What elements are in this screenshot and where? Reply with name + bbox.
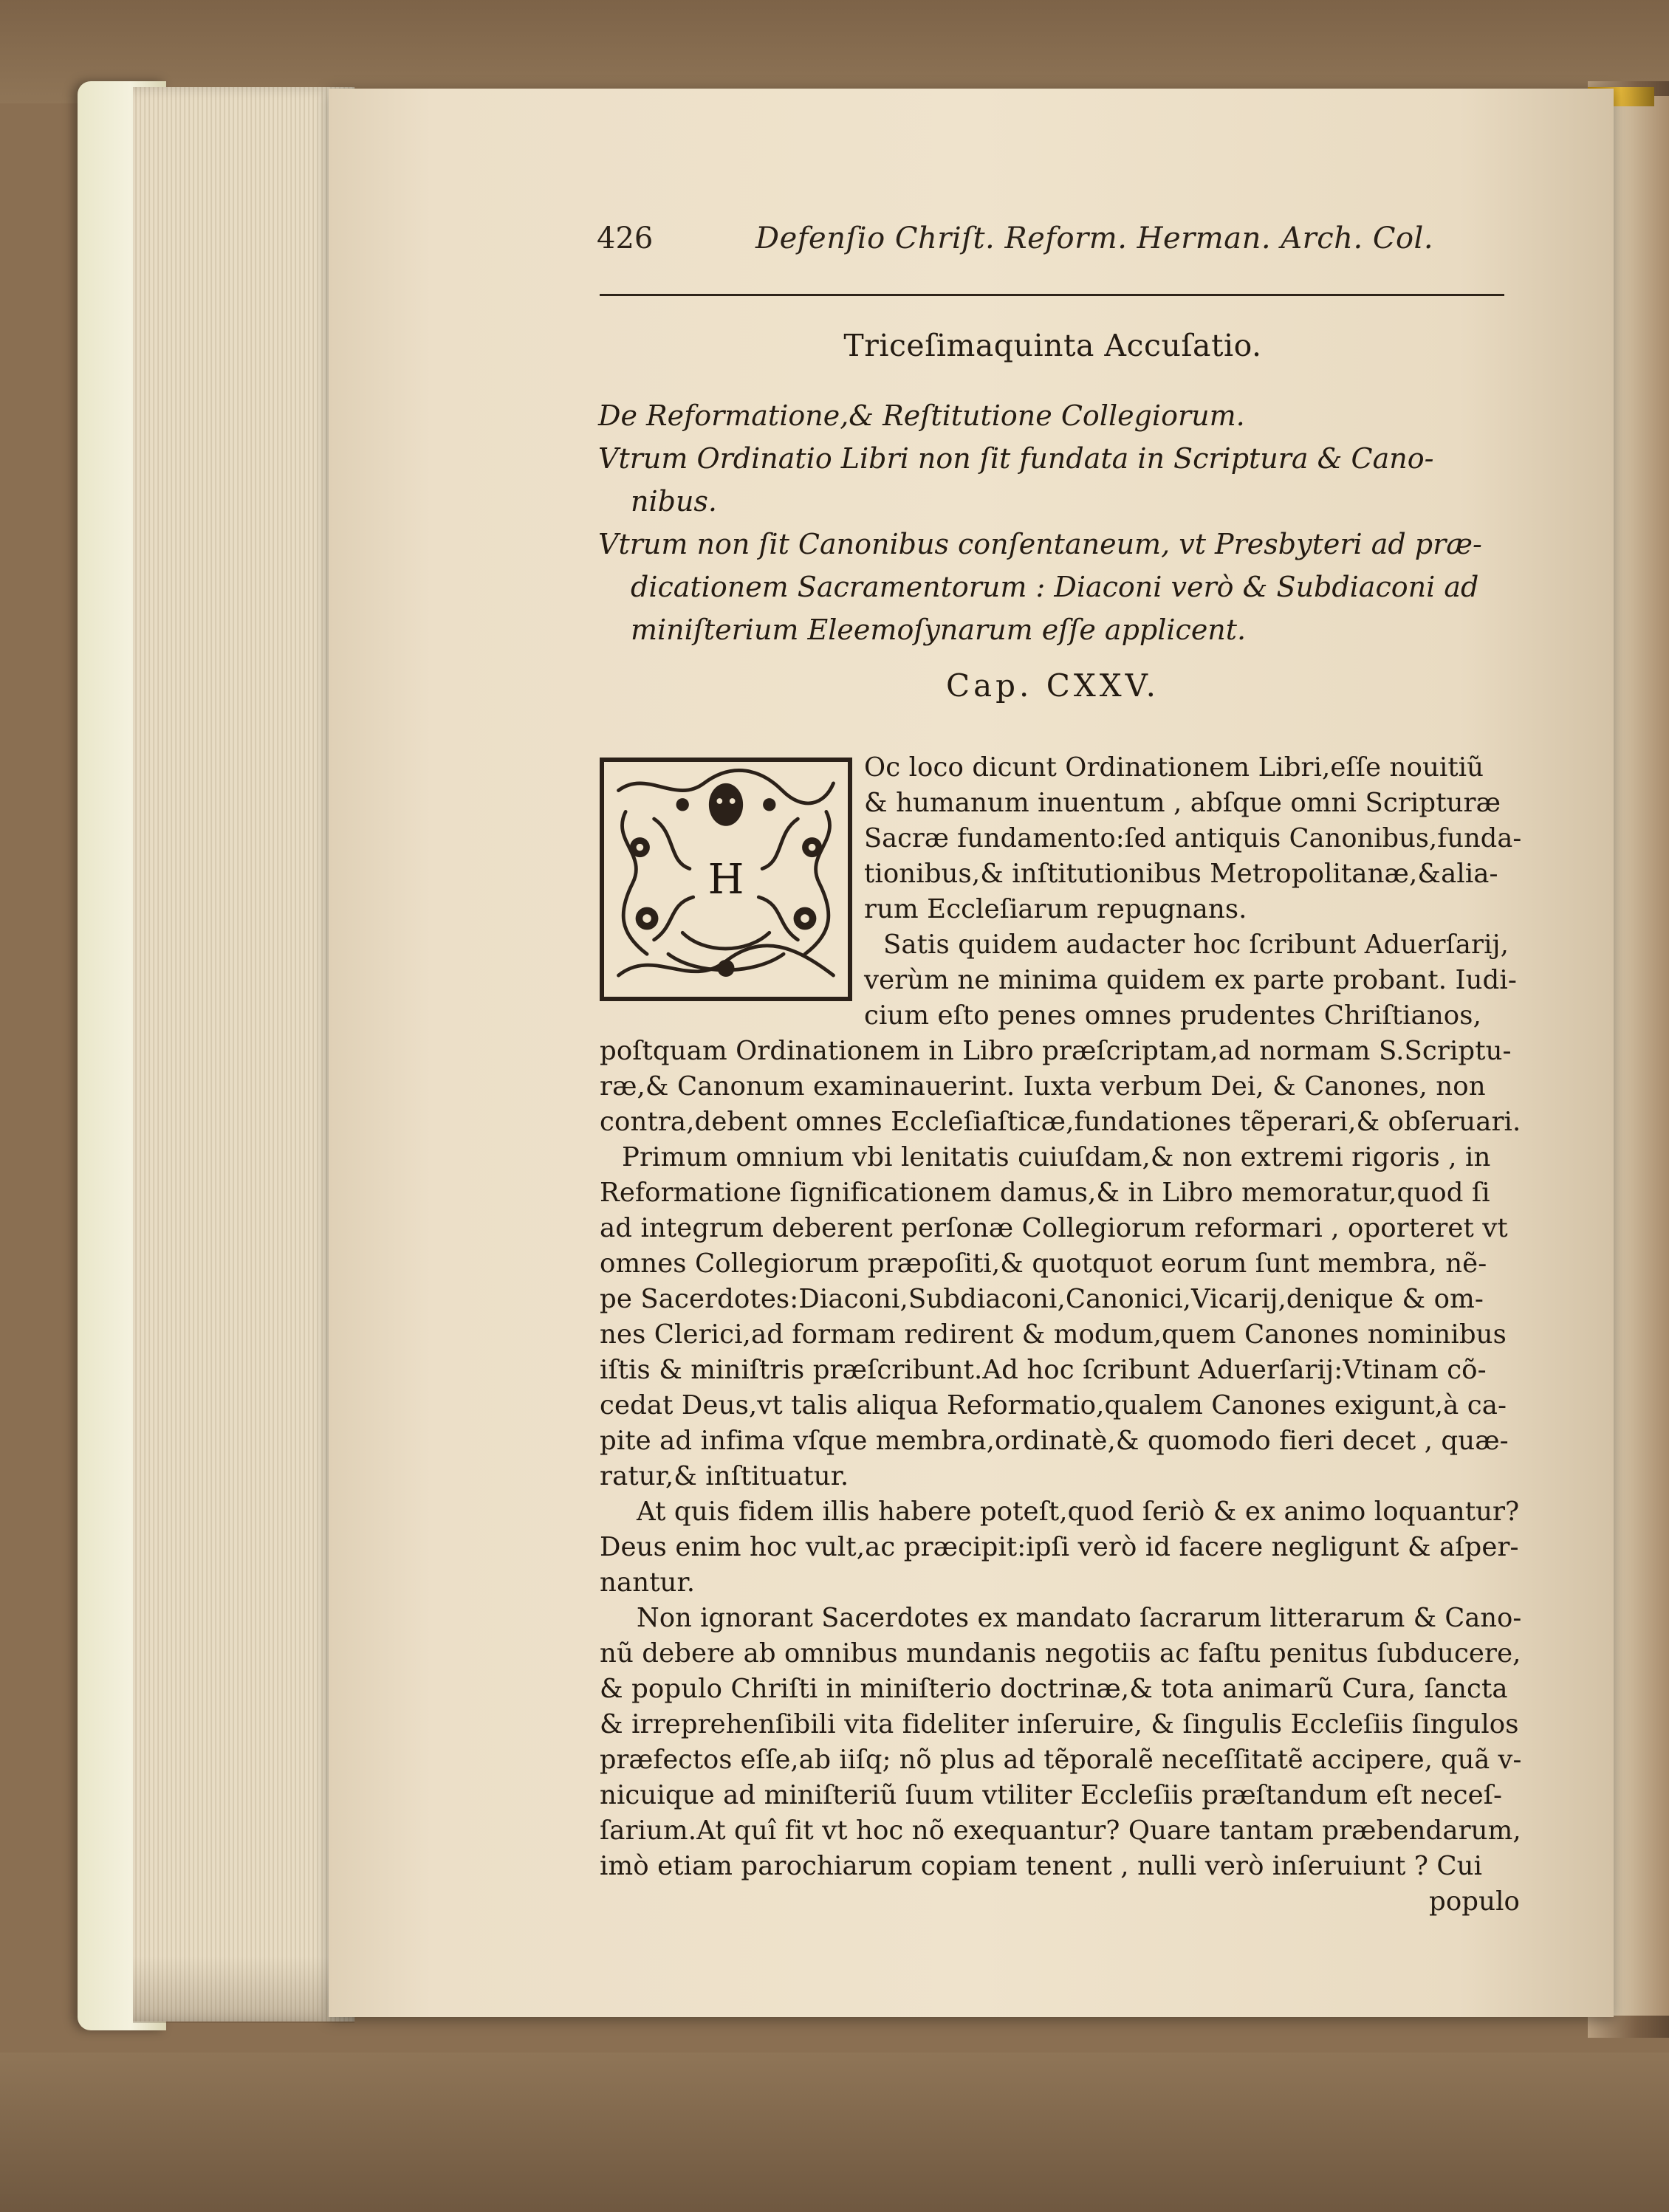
- subject-line: miniſterium Eleemoſynarum eſſe applicent.: [631, 614, 1247, 646]
- running-title: Defenſio Chriſt. Reform. Herman. Arch. Col.: [755, 221, 1434, 255]
- text-line: tionibus,& inſtitutionibus Metropolitanæ,&alia-: [864, 859, 1498, 889]
- initial-letter: H: [700, 849, 752, 911]
- text-line: imò etiam parochiarum copiam tenent , nulli verò inſeruiunt ? Cui: [600, 1851, 1483, 1881]
- text-line: nes Clerici,ad formam redirent & modum,quem Canones nominibus: [600, 1319, 1507, 1350]
- text-line: nicuique ad miniſteriũ ſuum vtiliter Eccleſiis præſtandum eſt neceſ-: [600, 1780, 1503, 1810]
- subject-line: Vtrum non ſit Canonibus conſentaneum, vt Presbyteri ad præ-: [598, 528, 1482, 560]
- text-line: iſtis & miniſtris præſcribunt.Ad hoc ſcribunt Aduerſarij:Vtinam cõ-: [600, 1355, 1487, 1385]
- text-line: Oc loco dicunt Ordinationem Libri,eſſe nouitiũ: [864, 752, 1484, 783]
- text-line: Sacræ fundamento:ſed antiquis Canonibus,funda-: [864, 823, 1522, 853]
- text-line: verùm ne minima quidem ex parte probant. Iudi-: [864, 965, 1517, 995]
- text-line: pe Sacerdotes:Diaconi,Subdiaconi,Canonici,Vicarij,denique & om-: [600, 1284, 1484, 1314]
- subject-line: nibus.: [631, 485, 718, 518]
- text-line: ratur,& inſtituatur.: [600, 1461, 849, 1491]
- text-line: præfectos eſſe,ab iiſq; nõ plus ad tẽporalẽ neceſſitatẽ accipere, quã v-: [600, 1745, 1522, 1775]
- chapter-heading: Cap. CXXV.: [945, 667, 1160, 704]
- text-line: contra,debent omnes Eccleſiaſticæ,fundationes tẽperari,& obſeruari.: [600, 1107, 1521, 1137]
- text-line: cedat Deus,vt talis aliqua Reformatio,qualem Canones exigunt,à ca-: [600, 1390, 1507, 1421]
- catchword: populo: [1429, 1886, 1521, 1917]
- text-line: nũ debere ab omnibus mundanis negotiis ac faſtu penitus ſubducere,: [600, 1638, 1521, 1669]
- text-line: & irreprehenſibili vita fideliter inſeruire, & ſingulis Eccleſiis ſingulos: [600, 1709, 1519, 1739]
- subject-line: De Reformatione,& Reſtitutione Collegiorum.: [598, 399, 1245, 432]
- text-line: Reformatione ſignificationem damus,& in Libro memoratur,quod ſi: [600, 1178, 1490, 1208]
- section-title: Triceſimaquinta Accuſatio.: [843, 328, 1262, 363]
- text-line: Non ignorant Sacerdotes ex mandato ſacrarum litterarum & Cano-: [637, 1603, 1522, 1633]
- text-line: ræ,& Canonum examinauerint. Iuxta verbum Dei, & Canones, non: [600, 1071, 1486, 1102]
- text-line: Deus enim hoc vult,ac præcipit:ipſi verò id facere negligunt & aſper-: [600, 1532, 1519, 1562]
- text-line: & populo Chriſti in miniſterio doctrinæ,& tota animarũ Cura, ſancta: [600, 1674, 1508, 1704]
- text-line: nantur.: [600, 1567, 696, 1598]
- text-line: & humanum inuentum , abſque omni Scripturæ: [864, 788, 1501, 818]
- text-line: Satis quidem audacter hoc ſcribunt Aduerſarij,: [883, 930, 1509, 960]
- text-line: cium eſto penes omnes prudentes Chriſtianos,: [864, 1000, 1481, 1031]
- text-line: At quis fidem illis habere poteſt,quod ſeriò & ex animo loquantur?: [637, 1497, 1520, 1527]
- text-line: Primum omnium vbi lenitatis cuiuſdam,& non extremi rigoris , in: [622, 1142, 1491, 1172]
- text-line: omnes Collegiorum præpoſiti,& quotquot eorum ſunt membra, nẽ-: [600, 1248, 1487, 1279]
- text-line: ſarium.At quî fit vt hoc nõ exequantur? Quare tantam præbendarum,: [600, 1816, 1521, 1846]
- page-number: 426: [597, 221, 654, 255]
- text-line: rum Eccleſiarum repugnans.: [864, 894, 1247, 924]
- text-line: ad integrum deberent perſonæ Collegiorum reformari , oporteret vt: [600, 1213, 1508, 1243]
- subject-line: Vtrum Ordinatio Libri non ſit fundata in Scriptura & Cano-: [598, 442, 1434, 475]
- text-line: poſtquam Ordinationem in Libro præſcriptam,ad normam S.Scriptu-: [600, 1036, 1512, 1066]
- subject-line: dicationem Sacramentorum : Diaconi verò & Subdiaconi ad: [631, 571, 1479, 603]
- text-line: pite ad infima vſque membra,ordinatè,& quomodo fieri decet , quæ-: [600, 1426, 1509, 1456]
